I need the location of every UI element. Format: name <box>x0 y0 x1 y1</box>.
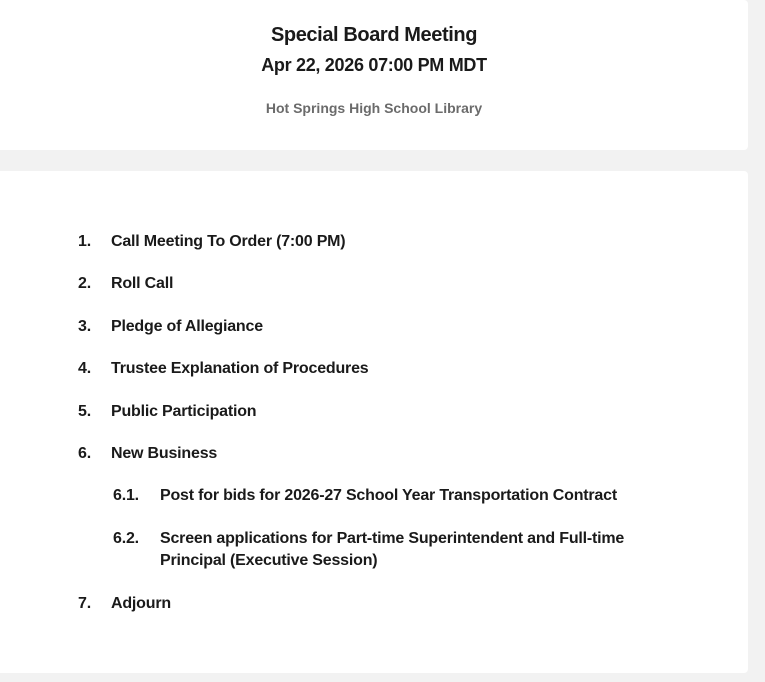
agenda-card <box>0 171 748 673</box>
meeting-location: Hot Springs High School Library <box>265 100 483 116</box>
agenda-item-label: Public Participation <box>111 403 257 420</box>
agenda-subitem-label: Post for bids for 2026-27 School Year Transportation Contract <box>160 487 617 504</box>
agenda-subitem-number: 6.2. <box>113 530 139 547</box>
agenda-item-label: New Business <box>111 445 218 462</box>
agenda-item-label: Trustee Explanation of Procedures <box>111 360 369 377</box>
agenda-subitem-label: Screen applications for Part-time Superintendent and Full-time Principal (Executive Session) <box>160 530 625 569</box>
agenda-item-number: 1. <box>78 233 91 250</box>
agenda-item-number: 3. <box>78 318 91 335</box>
agenda-item-label: Pledge of Allegiance <box>111 318 263 335</box>
agenda-item-number: 7. <box>78 595 91 612</box>
agenda-item-number: 2. <box>78 275 91 292</box>
meeting-header-card <box>0 0 748 150</box>
agenda-item-number: 6. <box>78 445 91 462</box>
agenda-item-label: Call Meeting To Order (7:00 PM) <box>111 233 346 250</box>
agenda-item-number: 4. <box>78 360 91 377</box>
meeting-datetime: Apr 22, 2026 07:00 PM MDT <box>261 55 487 75</box>
agenda-item-label: Adjourn <box>111 595 171 612</box>
meeting-title: Special Board Meeting <box>270 24 478 46</box>
agenda-item-label: Roll Call <box>111 275 174 292</box>
agenda-subitem-number: 6.1. <box>113 487 139 504</box>
agenda-item-number: 5. <box>78 403 91 420</box>
